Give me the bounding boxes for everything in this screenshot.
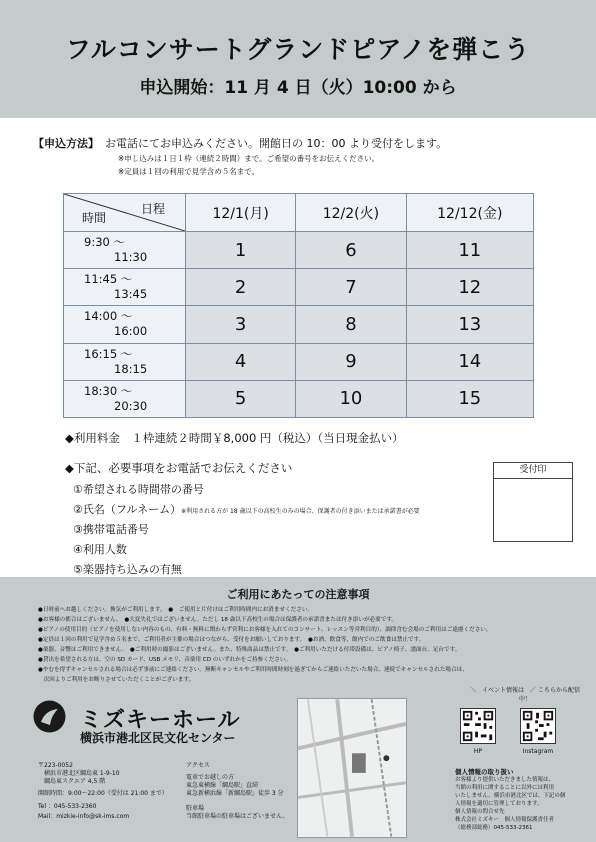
page-title: フルコンサートグランドピアノを弾こう: [65, 35, 531, 64]
slot-start: 18:30 ～: [84, 383, 133, 398]
address-line: 綱島東スクエア 4,5 階: [44, 778, 106, 785]
slot-end: 18:15: [114, 361, 148, 376]
usage-note: ●ピアノの使用目的（ピアノを使用しない内容のもの、有料・無料に関わらず営利にお客様を入れてのコンサート、レッスン等営利目的）、調律含む会場のご利用はご遠慮ください。: [38, 627, 492, 633]
qr-hp-label: HP: [473, 748, 483, 755]
phone-number: Tel ：045-533-2360: [38, 803, 97, 810]
privacy-line: いたしません。横浜市港北区では、下記の個: [455, 793, 566, 799]
qr-code-instagram-icon[interactable]: [520, 708, 556, 744]
slot-number: 6: [296, 232, 406, 269]
slot-number: 14: [406, 343, 533, 380]
application-note-2: ※定員は１回の利用で見学含め５名まで。: [118, 167, 260, 176]
table-row: [64, 343, 534, 380]
requirements-title: ◆下記、必要事項をお電話でお伝えください: [65, 461, 293, 475]
hall-subtitle: 横浜市港北区民文化センター: [80, 731, 236, 745]
privacy-title: 個人情報の取り扱い: [455, 768, 514, 776]
slot-number: 1: [186, 232, 296, 269]
access-map: [297, 698, 407, 838]
slot-start: 16:15 ～: [84, 346, 133, 361]
slot-number: 10: [296, 380, 406, 417]
table-row: [64, 380, 534, 417]
slot-number: 12: [406, 269, 533, 306]
time-slot-2: [64, 269, 186, 306]
event-info-caption: ＼ イベント情報は ／ こちらから配信中！: [470, 687, 580, 703]
reception-stamp-box: [493, 462, 573, 542]
corner-time-label: 時間: [82, 211, 107, 225]
table-row: [64, 269, 534, 306]
access-line: 駐車場: [186, 805, 205, 812]
method-label: 【申込方法】: [33, 137, 99, 150]
privacy-section: [455, 768, 585, 832]
requirement-item-2: [73, 501, 420, 517]
privacy-line: （総務部総務）045-533-2361: [455, 825, 533, 831]
requirement-item: ③携帯電話番号: [73, 523, 149, 536]
application-start: 申込開始：11 月 4 日（火）10:00 から: [139, 78, 457, 98]
access-line: アクセス: [186, 762, 210, 769]
slot-end: 16:00: [114, 324, 148, 339]
application-method: [33, 135, 447, 151]
time-slot-5: [64, 380, 186, 417]
hall-name: ミズキーホール: [80, 708, 241, 733]
usage-note: 次回よりご利用をお断りさせていただくことがございます。: [38, 677, 195, 683]
corner-day-label: 日程: [140, 202, 165, 216]
time-slot-3: [64, 306, 186, 343]
slot-number: 4: [186, 343, 296, 380]
usage-note: ●お客様の都合はございません。 ●大変失礼ではございません。ただし 18 歳以下高校生の場合は保護者の承諾書または付き添いが必要です。: [38, 617, 398, 623]
notes-title: ご利用にあたっての注意事項: [226, 588, 370, 601]
slot-end: 13:45: [114, 287, 148, 302]
privacy-line: 株式会社ミズキー 個人情報保護責任者: [455, 817, 555, 823]
usage-note: ●日時前へお越しください。換気がご利用します。 ● ご使用と片付けはご利用時間内にお済ませください。: [38, 607, 314, 613]
slot-number: 5: [186, 380, 296, 417]
slot-number: 13: [406, 306, 533, 343]
day-header-3: 12/12(金): [406, 194, 533, 232]
requirement-item: ⑤楽器持ち込みの有無: [73, 563, 182, 576]
hall-logo-icon: [33, 700, 66, 733]
table-row: [64, 306, 534, 343]
method-text: お電話にてお申込みください。開館日の 10：00 より受付をします。: [105, 137, 448, 150]
slot-number: 8: [296, 306, 406, 343]
slot-number: 11: [406, 232, 533, 269]
slot-start: 9:30 ～: [84, 235, 125, 250]
privacy-line: 人情報を適切に管理しております。: [455, 801, 543, 807]
day-header-1: 12/1(月): [186, 194, 296, 232]
slot-end: 11:30: [114, 250, 148, 265]
day-header-2: 12/2(火): [296, 194, 406, 232]
privacy-line: 個人情報の問合せ先: [455, 809, 505, 815]
slot-number: 15: [406, 380, 533, 417]
slot-number: 9: [296, 343, 406, 380]
slot-start: 11:45 ～: [84, 272, 133, 287]
application-note-1: ※申し込みは１日１枠（連続２時間）まで。ご希望の番号をお伝えください。: [118, 154, 380, 163]
table-corner: [64, 194, 186, 232]
usage-note: ●定員は１回の利用で見学含め５名まで。ご利用者が主催の場合はつながら、受付をお願いしております。 ●お酒、飲食等、館内でのご飲食は禁止です。: [38, 637, 425, 643]
stamp-label: 受付印: [494, 463, 572, 479]
requirement-item: ④利用人数: [73, 543, 127, 556]
time-slot-4: [64, 343, 186, 380]
privacy-line: 当館の利用に関することに以外には利用: [455, 785, 555, 791]
access-line: 電車でお越しの方: [186, 774, 235, 781]
access-line: 当館駐車場の駐車場はございません。: [186, 813, 289, 820]
requirement-item-note: ※利用される方が 18 歳以下の高校生のみの場合、保護者の付き添いまたは承諾書が必要: [181, 508, 420, 515]
slot-start: 14:00 ～: [84, 309, 133, 324]
requirement-item: ①希望される時間帯の番号: [73, 483, 204, 496]
time-slot-1: [64, 232, 186, 269]
access-line: 東急新横浜線「新綱島駅」徒歩 3 分: [186, 790, 284, 797]
usage-note: ●やむを得ずキャンセルされる場合は必ず事前にご連絡ください。無断キャンセルやご利用時間時刻を過ぎてからご連絡いただいた場合、連続でキャンセルされた場合は、: [38, 667, 468, 673]
usage-note: ●楽器、音響はご利用できません。 ●ご利用時の撮影はございません。また、特殊商品は禁止です。 ●ご利用いただける付帯設備は、ピアノ椅子、譜面台、足台です。: [38, 647, 461, 653]
table-row: [64, 232, 534, 269]
slot-number: 7: [296, 269, 406, 306]
address-line: 横浜市港北区綱島東 1-9-10: [44, 770, 120, 777]
email-address: Mail：mizkie-info@sk-ims.com: [38, 813, 130, 820]
access-line: 東急東横線「綱島駅」直結: [186, 782, 259, 789]
slot-end: 20:30: [114, 398, 148, 413]
slot-number: 2: [186, 269, 296, 306]
requirement-item-text: ②氏名（フルネーム）: [73, 503, 182, 516]
privacy-line: お客様より提供いただきました情報は、: [455, 777, 555, 783]
usage-note: ●貸出を希望される方は、空の SD カード、USB メモリ、音楽用 CD のいずれかをご持参ください。: [38, 657, 292, 663]
slot-number: 3: [186, 306, 296, 343]
opening-hours: 開館時間：9:00～22:00（受付は 21:00 まで）: [38, 790, 168, 797]
address-line: 〒223-0052: [38, 762, 73, 769]
qr-instagram-label: Instagram: [522, 748, 554, 755]
usage-fee: ◆利用料金 １枠連続２時間￥8,000 円（税込）（当日現金払い）: [65, 431, 404, 445]
qr-code-hp-icon[interactable]: [460, 708, 496, 744]
schedule-table: [63, 193, 534, 418]
